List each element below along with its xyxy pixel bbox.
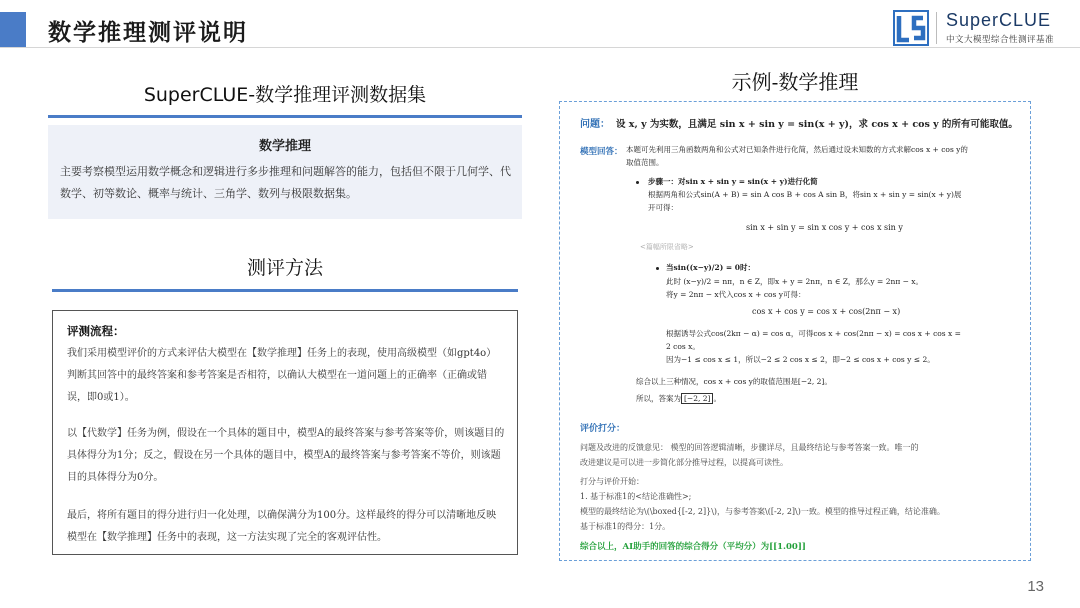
- score-label: 评价打分：: [580, 424, 626, 434]
- superclue-logo-icon: [893, 10, 929, 46]
- overall-score-text: 综合以上，AI助手的回答的综合得分（平均分）为[[1.00]]: [580, 542, 806, 552]
- equation-1: sin x + sin y = sin x cos y + cos x sin y: [746, 223, 903, 232]
- case-title: 当sin((x−y)/2) = 0时：: [666, 263, 756, 272]
- example-title: 示例-数学推理: [731, 70, 859, 94]
- process-title: 评测流程：: [67, 324, 125, 338]
- scoring-text: 模型的最终结论为\(\boxed{[-2, 2]}\)，与参考答案\([-2, 2]\)一致。模型的推导过程正确，结论准确。: [580, 507, 945, 516]
- logo-separator: [936, 12, 937, 44]
- process-paragraph: 我们采用模型评价的方式来评估大模型在【数学推理】任务上的表现，使用高级模型（如gpt4o）判断其回答中的最终答案和参考答案是否相符，以确认大模型在一道问题上的正确率（正确或错误，即0或1）。: [67, 348, 497, 403]
- induction-text: 2 cos x。: [666, 342, 700, 351]
- step1-title: 步骤一：对sin x + sin y = sin(x + y)进行化简: [648, 177, 818, 186]
- bullet-dot: [636, 181, 639, 184]
- answer-intro: 取值范围。: [626, 158, 664, 167]
- case-text: 此时 (x−y)/2 = nπ，n ∈ Z，即x + y = 2nπ，n ∈ Z，那么y = 2nπ − x。: [666, 277, 924, 286]
- process-paragraph: 以【代数学】任务为例，假设在一个具体的题目中，模型A的最终答案与参考答案等价，则该题目的具体得分为1分；反之，假设在另一个具体的题目中，模型A的最终答案与参考答案不等价，则该题目的具体得分为0分。: [67, 428, 505, 483]
- feedback-text: 改进建议是可以进一步简化部分推导过程，以提高可读性。: [580, 458, 788, 467]
- feedback-text: 问题及改进的反馈意见： 模型的回答逻辑清晰，步骤详尽，且最终结论与参考答案一致。唯一的: [580, 443, 919, 452]
- final-answer-suffix: 。: [713, 394, 721, 403]
- induction-text: 因为−1 ≤ cos x ≤ 1，所以−2 ≤ 2 cos x ≤ 2，即−2 ≤ cos x + cos y ≤ 2。: [666, 355, 935, 364]
- answer-intro: 本题可先利用三角函数两角和公式对已知条件进行化简，然后通过设未知数的方式求解cos x + cos y的: [626, 145, 968, 154]
- method-title-underline: [52, 289, 518, 292]
- omitted-note: <篇幅所限省略>: [640, 243, 694, 251]
- dataset-description-box: [48, 125, 522, 219]
- page-title: 数学推理测评说明: [48, 20, 248, 46]
- scoring-text: 打分与评价开始：: [580, 477, 644, 486]
- final-answer-prefix: 所以，答案为: [636, 394, 681, 403]
- final-answer-line: [636, 393, 721, 404]
- case-text: 将y = 2nπ − x代入cos x + cos y可得：: [666, 290, 806, 299]
- answer-label: 模型回答：: [580, 147, 623, 157]
- dataset-box-text: 主要考察模型运用数学概念和逻辑进行多步推理和问题解答的能力，包括但不限于几何学、代数学、初等数论、概率与统计、三角学、数列与极限数据集。: [60, 165, 511, 200]
- example-box: [559, 101, 1031, 561]
- question-text: 设 x, y 为实数，且满足 sin x + sin y = sin(x + y)，求 cos x + cos y 的所有可能取值。: [616, 119, 1018, 130]
- evaluation-process-box: [52, 310, 518, 555]
- header-divider: [0, 47, 1080, 48]
- method-title: 测评方法: [246, 257, 323, 279]
- induction-text: 根据诱导公式cos(2kπ − α) = cos α，可得cos x + cos(2nπ − x) = cos x + cos x =: [666, 329, 961, 338]
- title-accent-bar: [0, 12, 26, 48]
- step1-text: 开可得：: [648, 203, 678, 212]
- dataset-title-underline: [48, 115, 522, 118]
- dataset-box-heading: 数学推理: [258, 139, 311, 154]
- brand-name: SuperCLUE: [946, 10, 1052, 30]
- final-answer-boxed: [−2, 2]: [681, 393, 713, 404]
- bullet-dot: [656, 267, 659, 270]
- summary-text: 综合以上三种情况，cos x + cos y的取值范围是[−2, 2]。: [636, 377, 832, 386]
- scoring-text: 1. 基于标准1的<结论准确性>;: [580, 492, 692, 501]
- brand-subtitle: 中文大模型综合性测评基准: [946, 35, 1055, 45]
- step1-text: 根据两角和公式sin(A + B) = sin A cos B + cos A sin B，将sin x + sin y = sin(x + y)展: [648, 190, 962, 199]
- scoring-text: 基于标准1的得分：1分。: [580, 522, 671, 531]
- question-label: 问题：: [580, 119, 610, 130]
- page-number: 13: [1027, 578, 1044, 595]
- process-paragraph: 最后，将所有题目的得分进行归一化处理，以确保满分为100分。这样最终的得分可以清晰地反映模型在【数学推理】任务中的表现，这一方法实现了完全的客观评估性。: [67, 510, 497, 543]
- dataset-title: SuperCLUE-数学推理评测数据集: [143, 84, 427, 106]
- equation-2: cos x + cos y = cos x + cos(2nπ − x): [752, 307, 901, 316]
